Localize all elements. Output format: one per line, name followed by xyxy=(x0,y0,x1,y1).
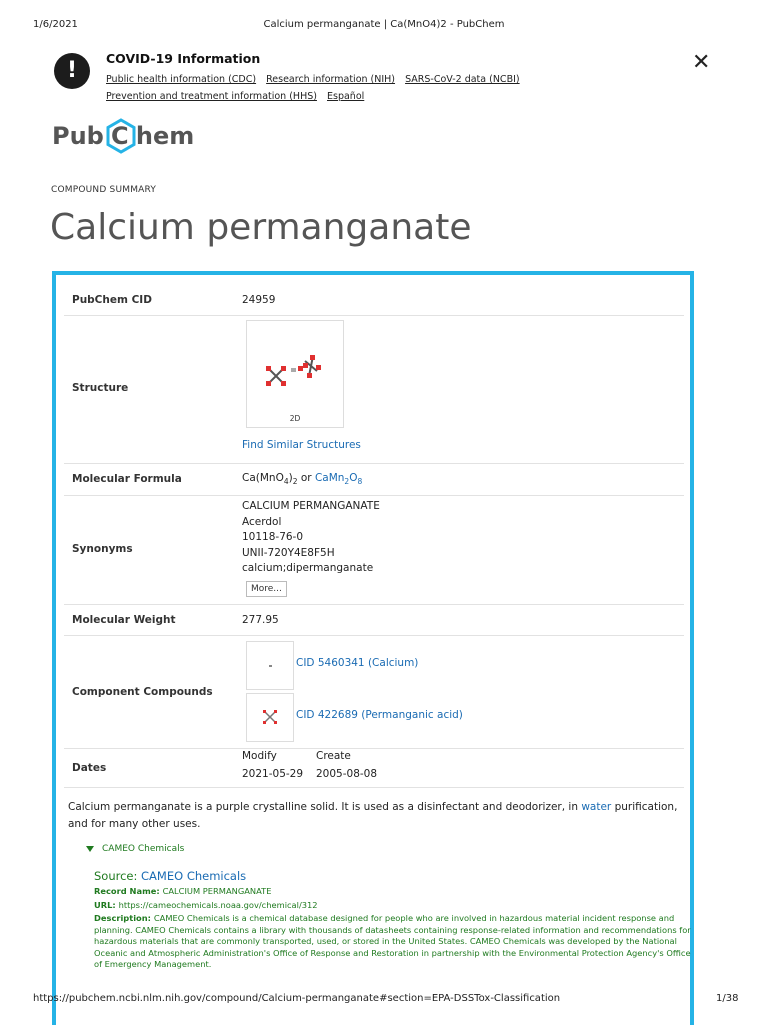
description-label: Description: xyxy=(94,913,154,923)
structure-image[interactable] xyxy=(246,320,344,428)
components-label: Component Compounds xyxy=(72,686,213,698)
row-dates xyxy=(64,749,684,788)
formula-label: Molecular Formula xyxy=(72,473,182,485)
modify-date: 2021-05-29 xyxy=(242,768,304,780)
formula-part: Ca(MnO xyxy=(242,472,284,484)
row-components xyxy=(64,636,684,749)
covid-title: COVID-19 Information xyxy=(106,51,261,66)
cid-label: PubChem CID xyxy=(72,294,152,306)
logo-letter-c: C xyxy=(111,122,129,150)
url-line xyxy=(94,900,694,912)
covid-links xyxy=(106,71,527,105)
formula-link-sub: 2 xyxy=(344,477,350,487)
record-name-label: Record Name: xyxy=(94,886,163,896)
component-link-permanganic[interactable]: CID 422689 (Permanganic acid) xyxy=(296,709,463,721)
link-cdc[interactable]: Public health information (CDC) xyxy=(106,74,257,85)
print-page-number: 1/38 xyxy=(716,993,739,1004)
cid-value: 24959 xyxy=(242,294,276,306)
description-text: purification, and for many other uses. xyxy=(68,801,678,830)
formula-sub: 2 xyxy=(292,477,298,487)
synonym-item: calcium;dipermanganate xyxy=(242,562,374,574)
structure-label: Structure xyxy=(72,382,129,394)
cameo-toggle[interactable] xyxy=(86,844,184,854)
close-icon[interactable]: ✕ xyxy=(692,50,711,75)
page-title: Calcium permanganate xyxy=(50,207,472,248)
synonym-item: 10118-76-0 xyxy=(242,531,304,543)
weight-value: 277.95 xyxy=(242,614,279,626)
synonym-item: UNII-720Y4E8F5H xyxy=(242,546,335,559)
row-synonyms xyxy=(64,496,684,605)
cameo-url-link[interactable]: https://cameochemicals.noaa.gov/chemical/312 xyxy=(118,900,318,910)
compound-description xyxy=(68,799,680,833)
dates-label: Dates xyxy=(72,762,107,774)
record-name-value: CALCIUM PERMANGANATE xyxy=(162,886,272,896)
synonyms-label: Synonyms xyxy=(72,543,133,555)
logo-hexagon-icon xyxy=(104,118,136,154)
row-cid xyxy=(64,285,684,316)
url-label: URL: xyxy=(94,900,119,910)
description-paragraph xyxy=(94,913,694,971)
component-thumb-permanganic[interactable] xyxy=(246,693,294,742)
modify-header: Modify xyxy=(242,750,277,762)
formula-part: ) xyxy=(288,472,293,484)
formula-link-part: CaMn xyxy=(314,472,345,484)
find-similar-structures-link[interactable]: Find Similar Structures xyxy=(242,439,361,451)
formula-value xyxy=(242,472,362,486)
synonyms-list xyxy=(242,499,380,577)
structure-2d-badge: 2D xyxy=(289,414,301,423)
formula-or: or xyxy=(297,472,315,484)
alert-icon: ! xyxy=(54,53,90,89)
weight-label: Molecular Weight xyxy=(72,614,176,626)
link-ncbi[interactable]: SARS-CoV-2 data (NCBI) xyxy=(405,74,520,85)
description-text: Calcium permanganate is a purple crystalline solid. It is used as a disinfectant and deodorizer, in xyxy=(68,801,582,813)
create-date: 2005-08-08 xyxy=(316,768,378,780)
print-date: 1/6/2021 xyxy=(33,19,78,30)
link-espanol[interactable]: Español xyxy=(327,91,365,102)
source-link[interactable]: CAMEO Chemicals xyxy=(141,869,247,883)
record-name-line xyxy=(94,886,694,898)
formula-link[interactable] xyxy=(314,472,363,487)
formula-link-sub: 8 xyxy=(357,477,363,487)
source-line xyxy=(94,869,246,883)
description-value: CAMEO Chemicals is a chemical database designed for people who are involved in hazardous material incident response and planning. CAMEO Chemicals contains a library with thousands of datasheets containing response-related information and recommendations for hazardous materials that are commonly transported, used, or stored in the United States. CAMEO Chemicals was developed by the National Oceanic and Atmospheric Administration's Office of Response and Restoration in partnership with the Environmental Protection Agency's Office of Emergency Management. xyxy=(94,913,691,969)
link-nih[interactable]: Research information (NIH) xyxy=(266,74,396,85)
row-weight xyxy=(64,605,684,636)
component-link-calcium[interactable]: CID 5460341 (Calcium) xyxy=(296,657,419,669)
source-label: Source: xyxy=(94,869,142,883)
component-thumb-calcium[interactable] xyxy=(246,641,294,690)
compound-summary-kicker: COMPOUND SUMMARY xyxy=(51,185,157,195)
pubchem-logo[interactable] xyxy=(52,116,194,156)
synonym-item: Acerdol xyxy=(242,515,282,528)
water-link[interactable]: water xyxy=(581,801,612,813)
create-header: Create xyxy=(316,750,351,762)
calcium-atom-icon xyxy=(247,642,293,689)
link-hhs[interactable]: Prevention and treatment information (HHS) xyxy=(106,91,317,102)
molecule-2d-icon xyxy=(247,321,343,411)
print-url: https://pubchem.ncbi.nlm.nih.gov/compound/Calcium-permanganate#section=EPA-DSSTox-Classification xyxy=(33,993,561,1004)
row-formula xyxy=(64,464,684,496)
cameo-toggle-label: CAMEO Chemicals xyxy=(102,844,185,854)
print-page-title: Calcium permanganate | Ca(MnO4)2 - PubChem xyxy=(263,19,505,30)
summary-card xyxy=(52,271,694,1025)
synonyms-more-button[interactable]: More... xyxy=(246,581,287,597)
logo-text-pub: Pub xyxy=(52,122,104,150)
formula-link-part: O xyxy=(349,472,358,484)
permanganic-acid-icon xyxy=(247,694,293,741)
synonym-item: CALCIUM PERMANGANATE xyxy=(242,500,380,512)
formula-sub: 4 xyxy=(283,477,289,487)
row-structure xyxy=(64,316,684,464)
caret-down-icon xyxy=(86,846,94,852)
logo-text-hem: hem xyxy=(135,122,195,150)
